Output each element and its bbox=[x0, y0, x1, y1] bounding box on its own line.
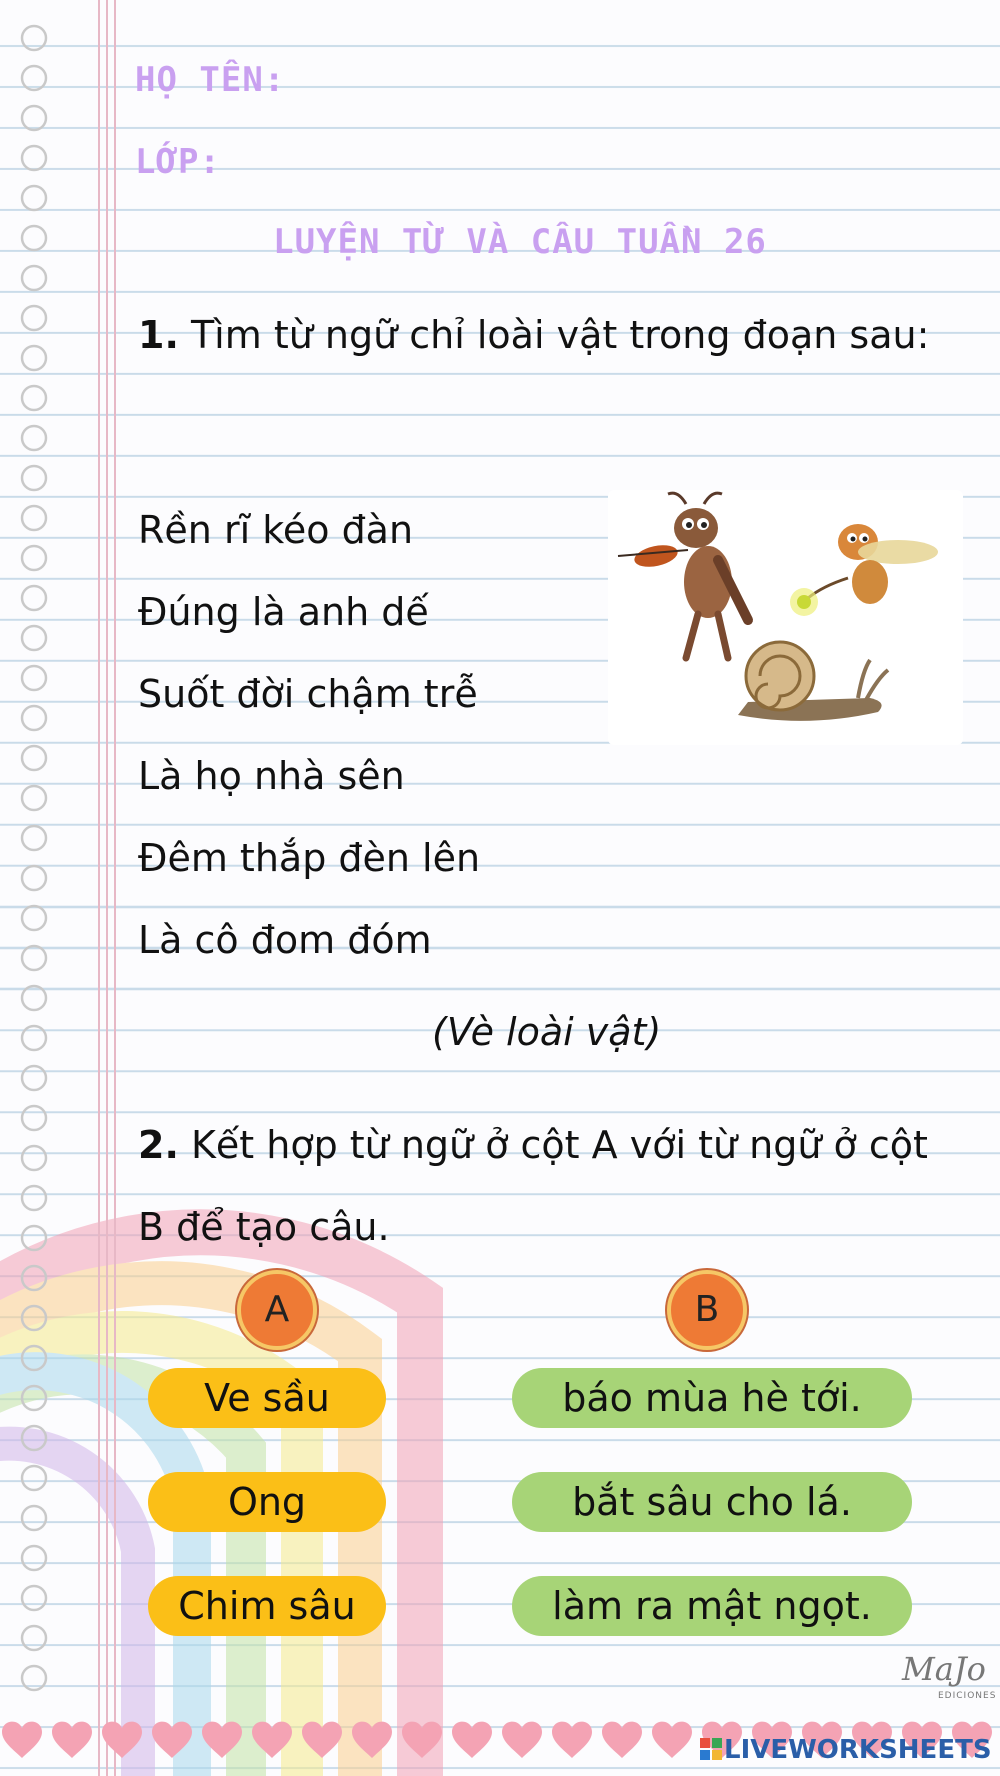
margin-line bbox=[106, 0, 108, 1776]
poem-line: Suốt đời chậm trễ bbox=[138, 672, 478, 716]
liveworksheets-logo[interactable] bbox=[700, 1735, 992, 1765]
margin-line bbox=[98, 0, 100, 1776]
class-label: LỚP: bbox=[135, 142, 221, 182]
animal-illustration bbox=[608, 490, 963, 745]
poem-line: Là cô đom đóm bbox=[138, 918, 432, 962]
spiral-binding bbox=[0, 0, 60, 1776]
majo-logo: MaJo bbox=[902, 1650, 986, 1688]
snail-illustration bbox=[738, 642, 888, 721]
violin-cricket-illustration bbox=[618, 493, 748, 658]
question-2-text: Kết hợp từ ngữ ở cột A với từ ngữ ở cột B để tạo câu. bbox=[138, 1123, 928, 1249]
margin-line bbox=[114, 0, 116, 1776]
column-b-item[interactable]: báo mùa hè tới. bbox=[512, 1368, 912, 1428]
column-a-label: A bbox=[237, 1270, 317, 1350]
poem-line: Là họ nhà sên bbox=[138, 754, 405, 798]
question-2 bbox=[138, 1104, 958, 1268]
liveworksheets-logo-icon bbox=[700, 1738, 722, 1760]
column-b-label: B bbox=[667, 1270, 747, 1350]
column-a-item[interactable]: Ong bbox=[148, 1472, 386, 1532]
column-a-item[interactable]: Chim sâu bbox=[148, 1576, 386, 1636]
poem-line: Đúng là anh dế bbox=[138, 590, 429, 634]
poem-line: Đêm thắp đèn lên bbox=[138, 836, 481, 880]
question-1 bbox=[138, 294, 958, 376]
poem-source: (Vè loài vật) bbox=[432, 1010, 662, 1054]
question-1-text: Tìm từ ngữ chỉ loài vật trong đoạn sau: bbox=[178, 313, 930, 357]
name-label: HỌ TÊN: bbox=[135, 60, 286, 100]
page-title: LUYỆN TỪ VÀ CÂU TUẦN 26 bbox=[273, 222, 767, 262]
majo-logo-sub: EDICIONES bbox=[938, 1691, 997, 1701]
question-1-number: 1. bbox=[138, 313, 179, 357]
column-b-item[interactable]: làm ra mật ngọt. bbox=[512, 1576, 912, 1636]
poem-line: Rền rĩ kéo đàn bbox=[138, 508, 414, 552]
firefly-illustration bbox=[790, 524, 938, 616]
liveworksheets-text: LIVEWORKSHEETS bbox=[724, 1735, 992, 1765]
column-b-item[interactable]: bắt sâu cho lá. bbox=[512, 1472, 912, 1532]
column-a-item[interactable]: Ve sầu bbox=[148, 1368, 386, 1428]
question-2-number: 2. bbox=[138, 1123, 179, 1167]
